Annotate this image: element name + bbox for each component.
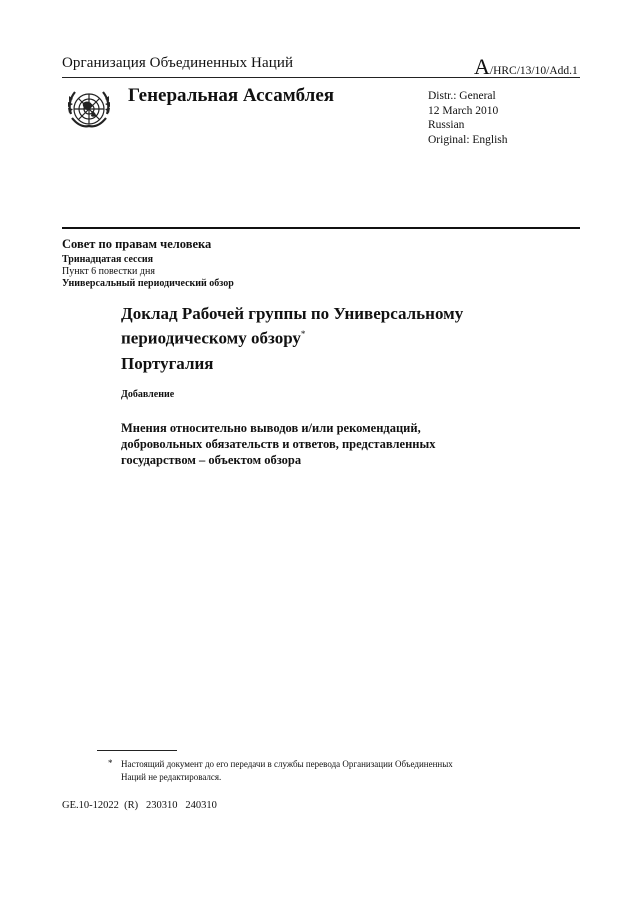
- views-heading-line-3: государством – объектом обзора: [121, 453, 302, 467]
- footnote-marker: *: [108, 758, 113, 768]
- document-symbol-number: /HRC/13/10/Add.1: [489, 65, 578, 77]
- original-language-line: Original: English: [428, 133, 508, 146]
- organization-name: Организация Объединенных Наций: [62, 55, 294, 71]
- job-number: GE.10-12022 (R) 230310 240310: [62, 800, 217, 811]
- views-heading-line-2: добровольных обязательств и ответов, представленных: [121, 437, 436, 451]
- views-heading-line-1: Мнения относительно выводов и/или рекомендаций,: [121, 421, 421, 435]
- title-footnote-marker: *: [300, 329, 306, 339]
- general-assembly-title: Генеральная Ассамблея: [128, 85, 335, 106]
- addendum-label: Добавление: [121, 389, 175, 400]
- document-symbol-letter: A: [474, 54, 490, 79]
- un-emblem-icon: [62, 84, 116, 138]
- date-line: 12 March 2010: [428, 104, 499, 117]
- thick-divider: [62, 227, 580, 229]
- agenda-item: Пункт 6 повестки дня: [62, 266, 155, 277]
- report-title-line-2: [121, 324, 463, 349]
- session-name: Тринадцатая сессия: [62, 254, 154, 265]
- report-title-line-2-text: периодическому обзору: [121, 328, 301, 348]
- footnote-text: [121, 758, 453, 784]
- views-heading: [121, 420, 435, 468]
- council-name: Совет по правам человека: [62, 237, 212, 251]
- country-title: Португалия: [121, 354, 214, 373]
- footnote-rule: [97, 750, 177, 751]
- distribution-block: [428, 89, 508, 147]
- header-rule: [62, 77, 580, 78]
- distribution-line: Distr.: General: [428, 90, 496, 102]
- report-title: [121, 303, 463, 349]
- report-title-line-1: Доклад Рабочей группы по Универсальному: [121, 304, 464, 323]
- footnote-line-1: Настоящий документ до его передачи в службы перевода Организации Объединенных: [121, 759, 453, 769]
- review-name: Универсальный периодический обзор: [62, 278, 234, 289]
- language-line: Russian: [428, 119, 465, 131]
- footnote-line-2: Наций не редактировался.: [121, 772, 222, 782]
